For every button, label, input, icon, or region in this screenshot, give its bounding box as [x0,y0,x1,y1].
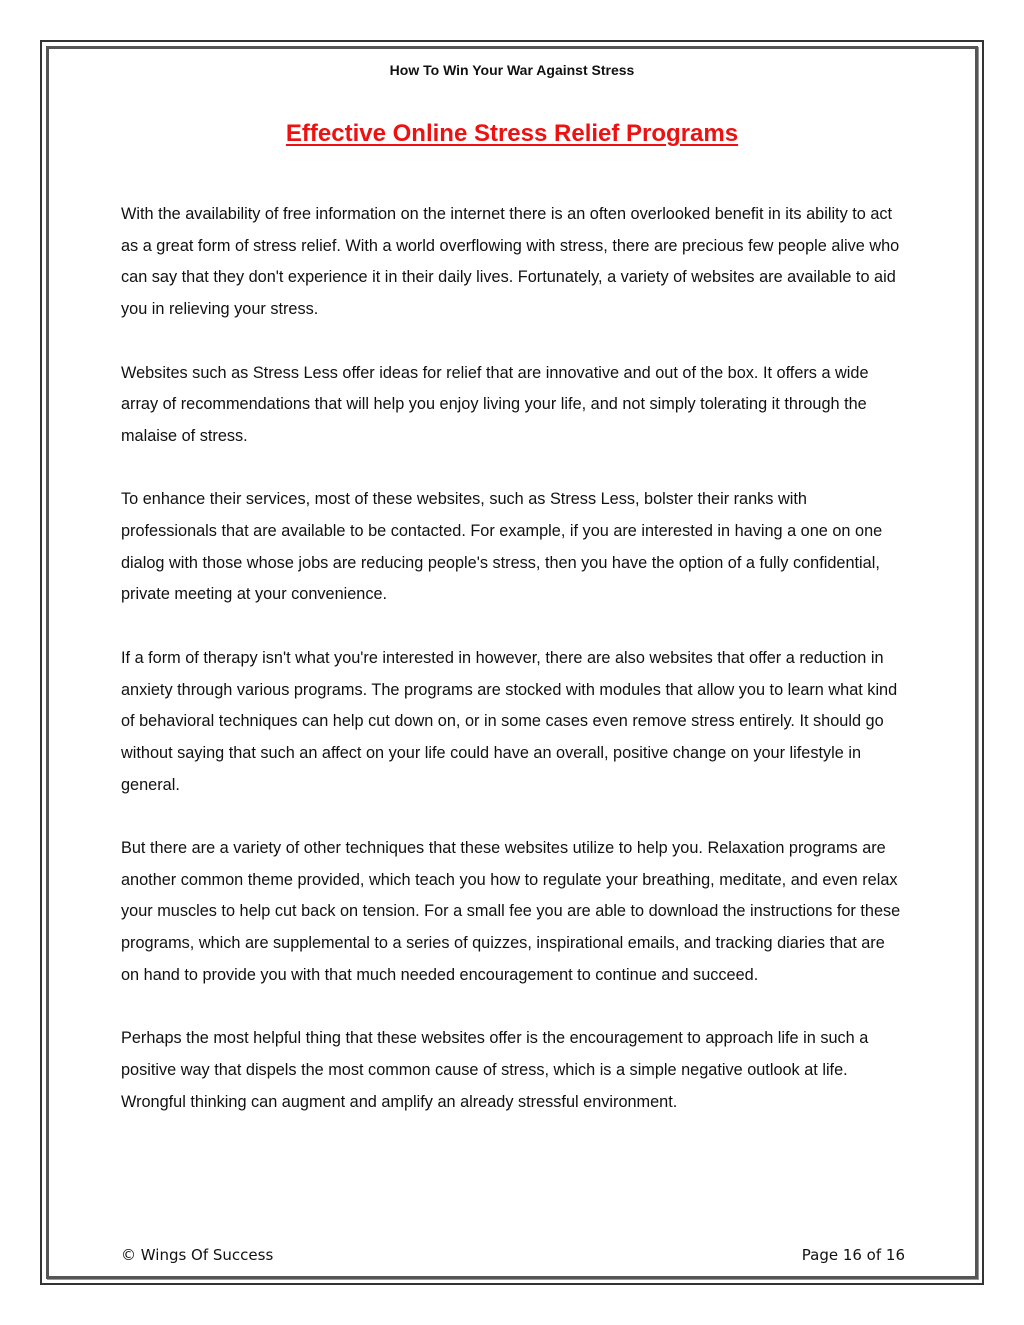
running-header: How To Win Your War Against Stress [389,62,635,78]
footer-copyright: © Wings Of Success [121,1246,274,1264]
paragraph: With the availability of free information on the internet there is an often overlooked benefit in its ability to act as a great form of stress relief. With a world overflowing with stress, there are precious few people alive who can say that they don't experience it in their daily lives. Fortunately, a variety of websites are available to aid you in relieving your stress. [121,205,900,319]
paragraph: Perhaps the most helpful thing that these websites offer is the encouragement to approach life in such a positive way that dispels the most common cause of stress, which is a simple negative outlook at life. Wrongful thinking can augment and amplify an already stressful environment. [121,1029,869,1111]
document-title: Effective Online Stress Relief Programs [285,120,739,147]
paragraph: But there are a variety of other techniques that these websites utilize to help you. Relaxation programs are another common theme provided, which teach you how to regulate your breathing, meditate, and even relax your muscles to help cut back on tension. For a small fee you are able to download the instructions for these programs, which are supplemental to a series of quizzes, inspirational emails, and tracking diaries that are on hand to provide you with that much needed encouragement to continue and succeed. [121,839,901,984]
footer-page-number: Page 16 of 16 [801,1246,905,1264]
paragraph: To enhance their services, most of these websites, such as Stress Less, bolster their ranks with professionals that are available to be contacted. For example, if you are interested in having a one on one dialog with those whose jobs are reducing people's stress, then you have the option of a fully confidential, private meeting at your convenience. [121,490,883,604]
document-body [121,199,907,1150]
paragraph: If a form of therapy isn't what you're interested in however, there are also websites that offer a reduction in anxiety through various programs. The programs are stocked with modules that allow you to learn what kind of behavioral techniques can help cut down on, or in some cases even remove stress entirely. It should go without saying that such an affect on your life could have an overall, positive change on your lifestyle in general. [121,648,898,794]
paragraph: Websites such as Stress Less offer ideas for relief that are innovative and out of the box. It offers a wide array of recommendations that will help you enjoy living your life, and not simply tolerating it through the malaise of stress. [121,363,869,445]
